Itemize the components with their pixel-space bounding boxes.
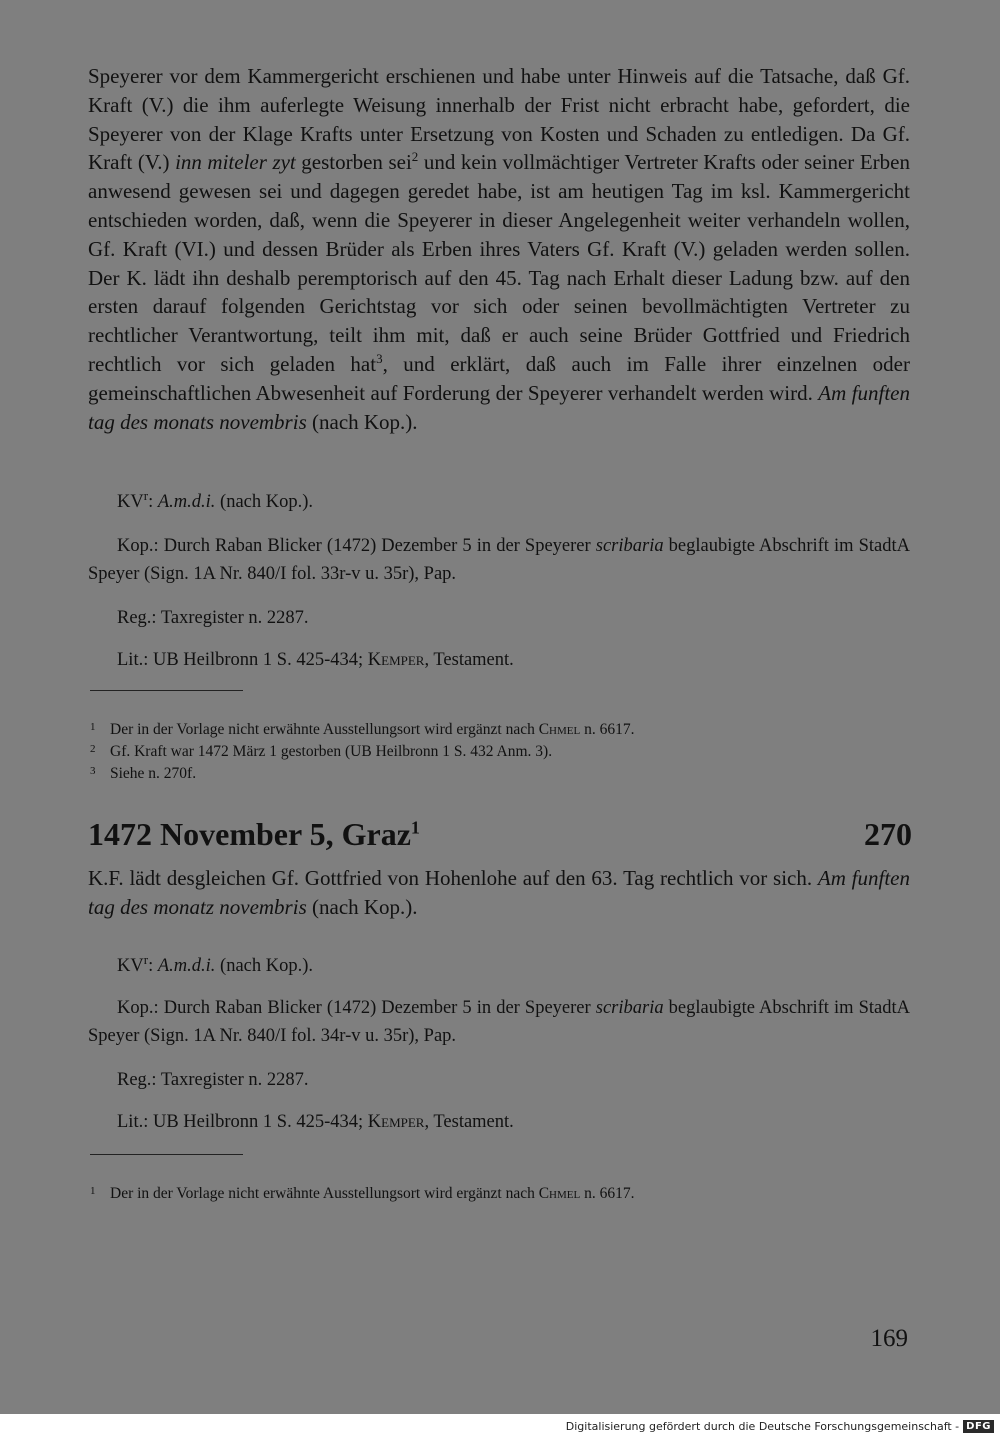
footnote-ref: 2 (411, 149, 419, 165)
entry-269-kv: $KV^r$: A.m.d.i. (nach Kop.). (117, 487, 314, 512)
footnote-ref: 1 (410, 817, 420, 838)
entry-270-lit: Lit.: UB Heilbronn 1 S. 425-434; Kemper, Testament. (117, 1112, 514, 1132)
body-text: gestorben sei (295, 150, 412, 175)
footer-credit: Digitalisierung gefördert durch die Deutsche Forschungsgemeinschaft - (565, 1420, 960, 1433)
footnote-divider (90, 1154, 243, 1155)
entry-number: 270 (864, 816, 912, 852)
footnote-divider (90, 690, 243, 691)
body-text: (nach Kop.). (306, 409, 418, 434)
body-text: , und erklärt, daß auch im Falle ihrer einzelnen oder gemeinschaftlichen Abwesenheit auf Forderung der Speyerer verhandelt werden wird. (88, 351, 910, 405)
entry-269-reg: Reg.: Taxregister n. 2287. (117, 608, 309, 628)
footnote-ref: 3 (376, 350, 383, 366)
footnote-2: 2 Gf. Kraft war 1472 März 1 gestorben (UB Heilbronn 1 S. 432 Anm. 3). (90, 743, 553, 760)
page-number: 169 (870, 1325, 908, 1352)
date-quote: Am funften tag des monats novembris (88, 380, 910, 434)
entry-270-body: K.F. lädt desgleichen Gf. Gottfried von Hohenlohe auf den 63. Tag rechtlich vor sich. Am funften tag des monatz novembris (nach Kop.). (88, 866, 910, 919)
entry-269-lit: Lit.: UB Heilbronn 1 S. 425-434; Kemper, Testament. (117, 650, 514, 670)
footnote-270-1: 1 Der in der Vorlage nicht erwähnte Ausstellungsort wird ergänzt nach Chmel n. 6617. (90, 1185, 635, 1202)
footnote-1: 1 Der in der Vorlage nicht erwähnte Ausstellungsort wird ergänzt nach Chmel n. 6617. (90, 721, 635, 738)
body-text: Speyerer vor dem Kammergericht erschienen und habe unter Hinweis auf die Tatsache, daß Gf. Kraft (V.) die ihm auferlegte Weisung innerhalb der Frist nicht erbracht habe, gefordert, die Speyerer von der Klage Krafts unter Ersetzung von Kosten und Schaden zu entledigen. Da Gf. Kraft (V.) (88, 64, 910, 175)
entry-269-kop: Kop.: Durch Raban Blicker (1472) Dezember 5 in der Speyerer scribaria beglaubigte Abschrift im StadtA Speyer (Sign. 1A Nr. 840/I fol. 33r-v u. 35r), Pap. (88, 536, 911, 584)
entry-269-body (88, 62, 910, 436)
entry-270-heading: 1472 November 5, Graz$^1$ (88, 816, 420, 852)
quote-text: inn miteler zyt (175, 150, 296, 175)
footer (566, 1420, 994, 1433)
body-text: und kein vollmächtiger Vertreter Krafts oder seiner Erben anwesend gewesen sei und dagegen geredet habe, ist am heutigen Tag im ksl. Kammergericht entschieden worden, daß, wenn die Speyerer in dieser Angelegenheit weiter verhandeln wollen, Gf. Kraft (VI.) und dessen Brüder als Erben ihres Vaters Gf. Kraft (V.) geladen werden sollen. Der K. lädt ihn deshalb peremptorisch auf den 45. Tag nach Erhalt dieser Ladung bzw. auf den ersten darauf folgenden Gerichtstag vor sich oder seinen bevollmächtigten Vertreter zu rechtlicher Verantwortung, teilt ihm mit, daß er auch seine Brüder Gottfried und Friedrich rechtlich vor sich geladen hat (88, 150, 910, 376)
dfg-logo-icon: DFG (963, 1420, 994, 1433)
entry-270-reg: Reg.: Taxregister n. 2287. (117, 1070, 309, 1090)
footnote-3: 3 Siehe n. 270f. (90, 765, 197, 782)
entry-270-kop: Kop.: Durch Raban Blicker (1472) Dezember 5 in der Speyerer scribaria beglaubigte Abschrift im StadtA Speyer (Sign. 1A Nr. 840/I fol. 34r-v u. 35r), Pap. (88, 998, 911, 1046)
entry-270-kv: $KV^r$: A.m.d.i. (nach Kop.). (117, 951, 314, 976)
